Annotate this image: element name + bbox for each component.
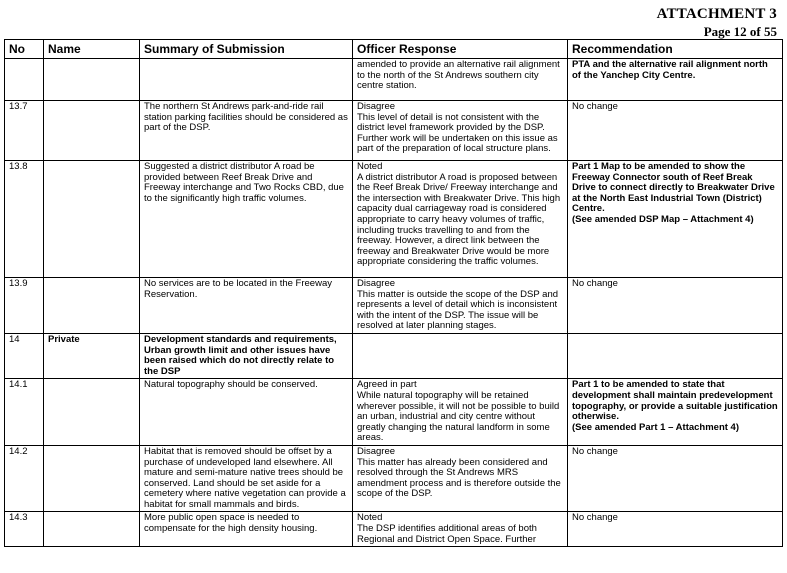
response-verdict: Disagree <box>357 278 396 289</box>
cell-response <box>353 278 568 334</box>
cell-summary: More public open space is needed to compensate for the high density housing. <box>140 512 353 547</box>
response-verdict: Noted <box>357 161 383 172</box>
response-verdict: Agreed in part <box>357 379 417 391</box>
cell-name <box>44 379 140 446</box>
response-text: This matter is outside the scope of the DSP and represents a level of detail which is inconsistent with the intent of the DSP. The issue will be resolved at later planning stages. <box>357 288 559 332</box>
response-text: This matter has already been considered and resolved through the St Andrews MRS amendment process and is therefore outside the scope of the DSP. <box>357 456 561 500</box>
cell-name <box>44 445 140 512</box>
recommendation-text: Part 1 to be amended to state that development shall maintain predevelopment topography, or provide a suitable justification otherwise. <box>572 379 778 423</box>
cell-response <box>353 379 568 446</box>
cell-name <box>44 512 140 547</box>
cell-summary: Natural topography should be conserved. <box>140 379 353 446</box>
column-header-name: Name <box>44 40 140 59</box>
cell-response <box>353 512 568 547</box>
cell-recommendation <box>568 161 783 278</box>
cell-recommendation: No change <box>568 512 783 547</box>
cell-summary: No services are to be located in the Freeway Reservation. <box>140 278 353 334</box>
cell-recommendation <box>568 333 783 378</box>
cell-name: Private <box>44 333 140 378</box>
cell-name <box>44 161 140 278</box>
response-text: A district distributor A road is proposed between the Reef Break Drive/ Freeway interchange and the intersection with Breakwater Drive. This high capacity dual carriageway road is considered appropriate to carry heavy volumes of traffic, including trucks travelling to and from the freeway. However, a direct link between the freeway and Breakwater Drive would be more appropriate considering the traffic volumes. <box>357 171 561 268</box>
cell-no: 14.1 <box>5 379 44 446</box>
cell-response <box>353 445 568 512</box>
cell-no: 13.9 <box>5 278 44 334</box>
recommendation-reference: (See amended DSP Map – Attachment 4) <box>572 213 754 225</box>
column-header-no: No <box>5 40 44 59</box>
response-text: This level of detail is not consistent with the district level framework provided by the DSP. Further work will be undertaken on this issue as part of the preparation of local structure plans. <box>357 111 558 155</box>
response-verdict: Disagree <box>357 445 396 457</box>
response-text: While natural topography will be retained wherever possible, it will not be possible to build an urban, industrial and city centre without greatly changing the natural landform in some areas. <box>357 389 560 444</box>
cell-recommendation: No change <box>568 278 783 334</box>
cell-response: amended to provide an alternative rail alignment to the north of the St Andrews southern city centre station. <box>353 59 568 101</box>
table-row <box>5 278 783 334</box>
cell-no: 14.2 <box>5 445 44 512</box>
attachment-label: ATTACHMENT 3 <box>656 6 777 22</box>
cell-no: 13.7 <box>5 101 44 161</box>
recommendation-text: Part 1 Map to be amended to show the Freeway Connector south of Reef Break Drive to connect directly to Breakwater Drive at the North East Industrial Town (District) Centre. <box>572 161 775 215</box>
cell-name <box>44 59 140 101</box>
table-row <box>5 161 783 278</box>
table-row <box>5 59 783 101</box>
cell-recommendation <box>568 379 783 446</box>
page-number: Page 12 of 55 <box>703 24 777 39</box>
cell-summary: The northern St Andrews park-and-ride rail station parking facilities should be considered as part of the DSP. <box>140 101 353 161</box>
cell-summary: Habitat that is removed should be offset by a purchase of undeveloped land elsewhere. All mature and semi-mature native trees should be conserved. Land should be set aside for a cemetery where native vegetation can provide a habitat for small mammals and birds. <box>140 445 353 512</box>
column-header-recommendation: Recommendation <box>568 40 783 59</box>
submissions-table <box>4 39 783 547</box>
cell-summary <box>140 59 353 101</box>
cell-response <box>353 333 568 378</box>
cell-response <box>353 101 568 161</box>
response-verdict: Noted <box>357 512 383 524</box>
table-row <box>5 512 783 547</box>
table-header-row <box>5 40 783 59</box>
cell-recommendation: PTA and the alternative rail alignment north of the Yanchep City Centre. <box>568 59 783 101</box>
cell-name <box>44 278 140 334</box>
cell-summary: Development standards and requirements, Urban growth limit and other issues have been raised which do not directly relate to the DSP <box>140 333 353 378</box>
cell-name <box>44 101 140 161</box>
recommendation-reference: (See amended Part 1 – Attachment 4) <box>572 421 740 433</box>
column-header-summary: Summary of Submission <box>140 40 353 59</box>
table-row <box>5 101 783 161</box>
column-header-response: Officer Response <box>353 40 568 59</box>
response-verdict: Disagree <box>357 101 396 112</box>
table-row-group-header <box>5 333 783 378</box>
cell-response <box>353 161 568 278</box>
table-row <box>5 445 783 512</box>
cell-no <box>5 59 44 101</box>
cell-summary: Suggested a district distributor A road be provided between Reef Break Drive and Freeway interchange and Two Rocks CBD, due to the significantly high traffic volumes. <box>140 161 353 278</box>
cell-no: 14 <box>5 333 44 378</box>
cell-no: 14.3 <box>5 512 44 547</box>
cell-recommendation: No change <box>568 445 783 512</box>
table-row <box>5 379 783 446</box>
response-text: The DSP identifies additional areas of both Regional and District Open Space. Further <box>357 523 537 545</box>
cell-no: 13.8 <box>5 161 44 278</box>
cell-recommendation: No change <box>568 101 783 161</box>
